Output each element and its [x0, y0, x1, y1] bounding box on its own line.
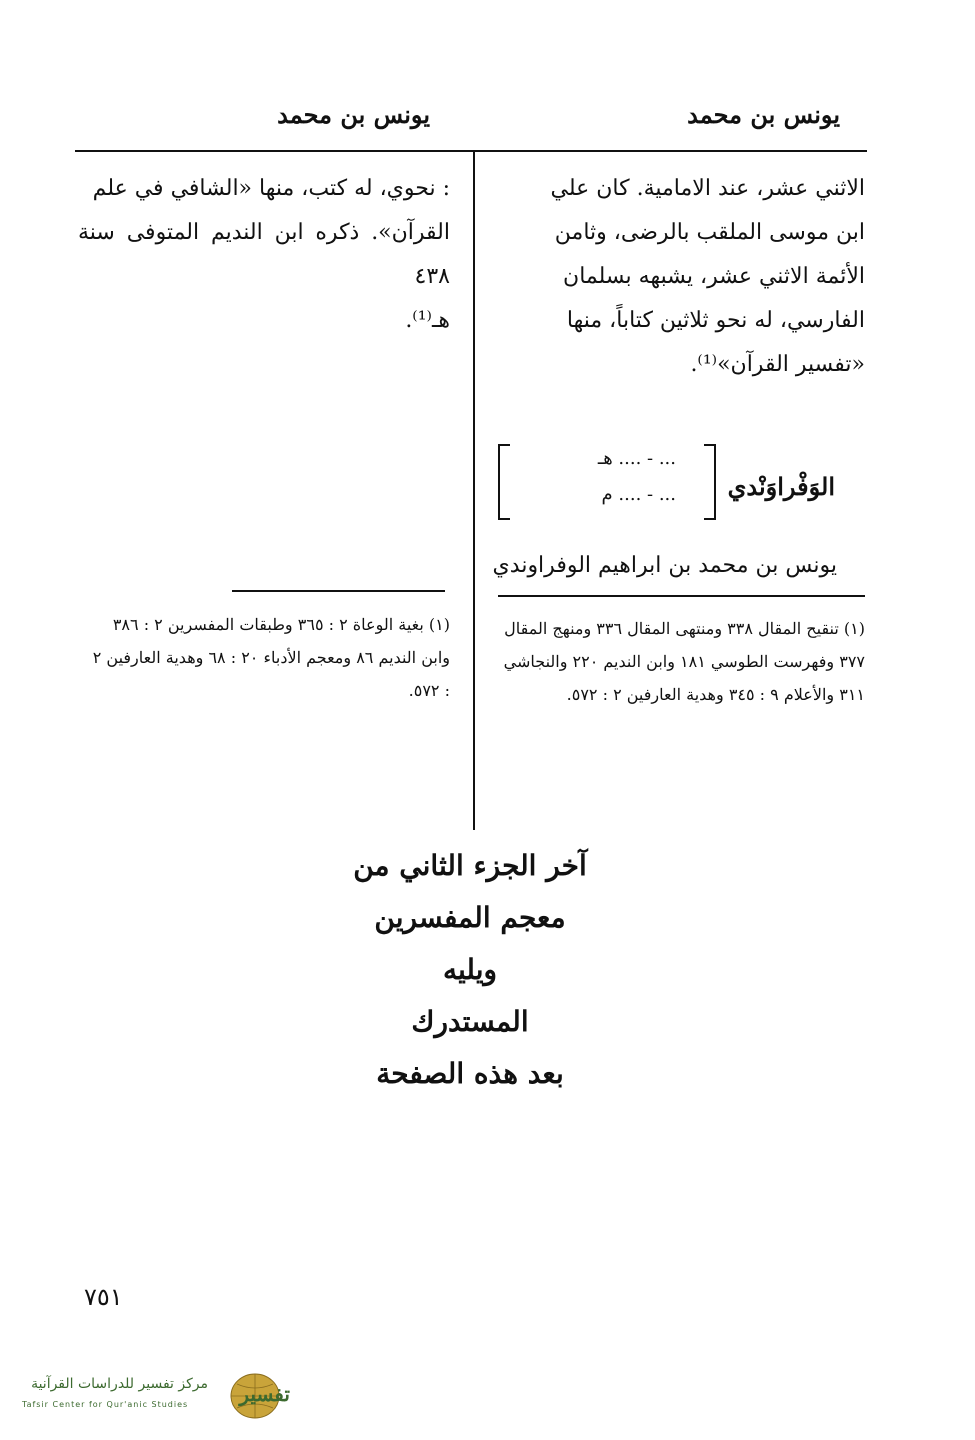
right-column-text	[495, 167, 865, 387]
entry-full-name: يونس بن محمد بن ابراهيم الوفراوندي	[492, 553, 837, 578]
column-divider	[473, 150, 475, 830]
entry-name: الوَفْراوَنْدي	[727, 472, 835, 501]
bracket-right	[704, 444, 716, 520]
running-header-left: يونس بن محمد	[277, 100, 430, 129]
closing-line: بعد هذه الصفحة	[376, 1057, 564, 1090]
footnote-rule-right	[498, 595, 865, 597]
date-gregorian: ... - .... م	[601, 484, 676, 505]
text-line: القرآن». ذكره ابن النديم المتوفى سنة ٤٣٨	[78, 220, 450, 289]
text-line: الاثني عشر، عند الامامية. كان علي	[550, 176, 865, 201]
footnote-line: : ٥٧٢.	[408, 681, 450, 700]
date-hijri: ... - .... هـ	[597, 448, 676, 469]
footnotes-right	[495, 612, 865, 711]
logo-text: مركز تفسير للدراسات القرآنية	[31, 1376, 208, 1392]
footnote-line: وابن النديم ٨٦ ومعجم الأدباء ٢٠ : ٦٨ وهدية العارفين ٢	[92, 648, 450, 667]
text-line: هـ⁽¹⁾.	[405, 308, 450, 333]
left-column-text	[78, 167, 450, 343]
header-rule	[75, 150, 867, 152]
footnote-line: (١) بغية الوعاة ٢ : ٣٦٥ وطبقات المفسرين ٢ : ٣٨٦	[112, 615, 450, 634]
closing-line: المستدرك	[411, 1005, 529, 1038]
closing-line: ويليه	[442, 953, 498, 986]
text-line: الفارسي، له نحو ثلاثين كتاباً، منها	[566, 308, 865, 333]
footnote-line: ٣٧٧ وفهرست الطوسي ١٨١ وابن النديم ٢٢٠ والنجاشي	[503, 652, 865, 671]
footnote-line: (١) تنقيح المقال ٣٣٨ ومنتهى المقال ٣٣٦ ومنهج المقال	[504, 619, 865, 638]
footnote-rule-left	[232, 590, 445, 592]
date-bracket	[498, 444, 716, 518]
closing-line: آخر الجزء الثاني من	[353, 849, 587, 882]
running-header-right: يونس بن محمد	[687, 100, 840, 129]
bracket-left	[498, 444, 510, 520]
page-number: ٧٥١	[84, 1283, 123, 1311]
text-line: «تفسير القرآن»⁽¹⁾.	[690, 352, 865, 377]
footnotes-left	[78, 608, 450, 707]
text-line: : نحوي، له كتب، منها «الشافي في علم	[92, 176, 450, 201]
publisher-logo	[18, 1368, 293, 1428]
text-line: ابن موسى الملقب بالرضى، وثامن	[554, 220, 865, 245]
logo-subtitle: Tafsir Center for Qur'anic Studies	[22, 1400, 189, 1409]
closing-note	[340, 840, 600, 1100]
logo-emblem-text: تفسير	[239, 1382, 290, 1406]
closing-line: معجم المفسرين	[374, 901, 566, 934]
text-line: الأئمة الاثني عشر، يشبهه بسلمان	[563, 264, 865, 289]
footnote-line: ٣١١ والأعلام ٩ : ٣٤٥ وهدية العارفين ٢ : ٥٧٢.	[566, 685, 865, 704]
